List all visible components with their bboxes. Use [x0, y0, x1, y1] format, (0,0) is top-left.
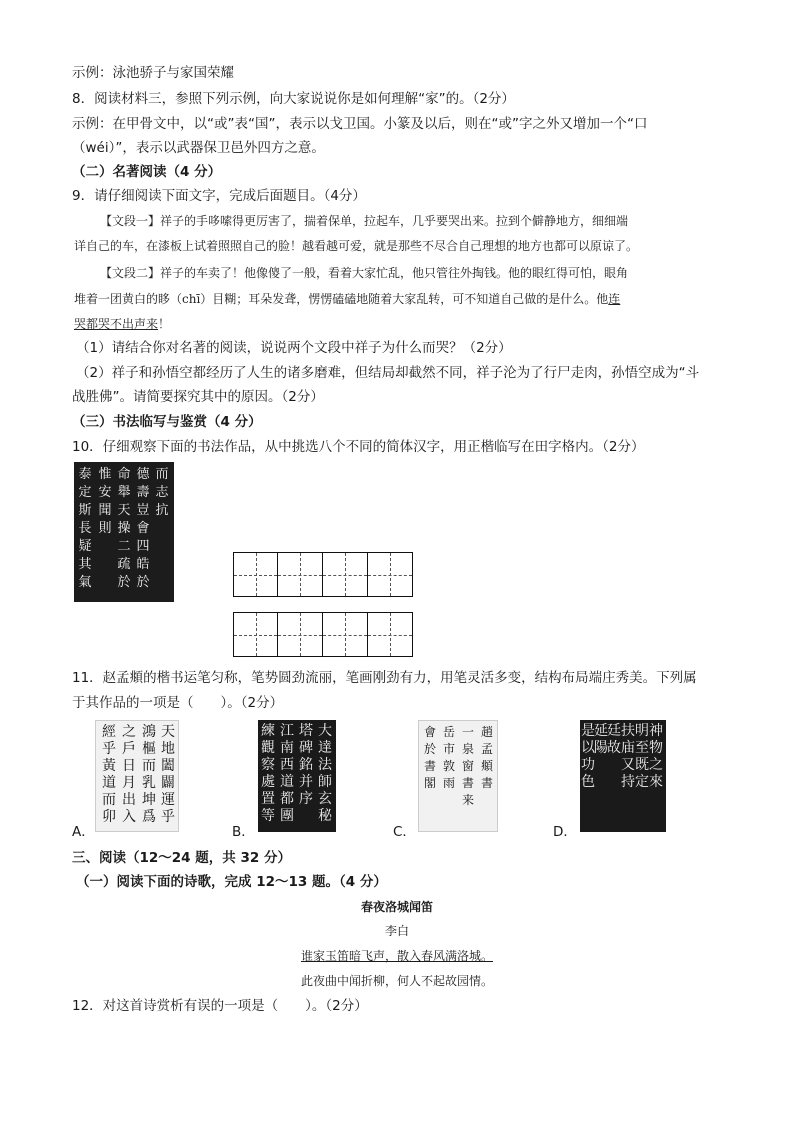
option-a-calligraphy[interactable]	[95, 720, 179, 832]
question-9-1: （1）请结合你对名著的阅读，说说两个文段中祥子为什么而哭？（2分）	[76, 340, 512, 356]
grid-cell[interactable]	[323, 612, 368, 657]
poem-line-1	[0, 947, 794, 964]
calligraphy-column: 命舉天操二疏於	[117, 467, 131, 590]
option-d-column: 明至既定	[635, 723, 649, 790]
writing-grid-row-2	[233, 612, 413, 657]
poetry-subheading: （一）阅读下面的诗歌，完成 12～13 题。（4 分）	[76, 874, 387, 890]
part-3-heading: 三、阅读（12～24 题，共 32 分）	[72, 850, 291, 866]
question-12: 12．对这首诗赏析有误的一项是（ ）。（2分）	[72, 998, 368, 1014]
q8-example-line2: （wéi）”，表示以武器保卫邑外四方之意。	[72, 140, 325, 156]
option-a-label: A．	[72, 824, 95, 840]
passage2-underline-start: 连	[608, 292, 621, 306]
passage2-line3	[74, 313, 170, 335]
option-c-calligraphy[interactable]	[418, 720, 498, 832]
question-9: 9．请仔细阅读下面文字，完成后面题目。（4分）	[72, 188, 366, 204]
option-b-label: B．	[232, 824, 255, 840]
option-c-column: 會於書閣	[423, 725, 436, 790]
grid-cell[interactable]	[368, 612, 413, 657]
calligraphy-artwork	[74, 462, 174, 602]
option-b-column: 江南西道都團	[280, 723, 294, 824]
poem-line-2: 此夜曲中闻折柳，何人不起故园情。	[300, 974, 493, 988]
grid-cell[interactable]	[278, 612, 323, 657]
option-b-column: 練觀察處置等	[261, 723, 275, 824]
option-a-column: 經乎黃道而卯	[102, 724, 116, 825]
question-10: 10．仔细观察下面的书法作品，从中挑选八个不同的简体汉字，用正楷临写在田字格内。（2分）	[72, 439, 645, 455]
writing-grid-row-1	[233, 552, 413, 597]
grid-cell[interactable]	[233, 552, 278, 597]
example-line: 示例：泳池骄子与家国荣耀	[72, 65, 234, 81]
option-b-column: 塔碑銘并序	[299, 723, 313, 807]
option-a-column: 天地闔闢運乎	[161, 724, 175, 825]
option-c-column: 一泉窗書来	[461, 725, 474, 807]
question-11-line1: 11．赵孟頫的楷书运笔匀称，笔势圆劲流丽，笔画刚劲有力，用笔灵活多变，结构布局端庄秀美。下列属	[72, 670, 697, 686]
option-d-column: 是以功色	[581, 723, 595, 790]
passage2-line1: 【文段二】祥子的车卖了！他像傻了一般，看着大家忙乱，他只管往外掏钱。他的眼红得可怕，眼角	[100, 266, 629, 280]
grid-cell[interactable]	[278, 552, 323, 597]
option-b-calligraphy[interactable]	[258, 720, 336, 832]
option-d-column: 扶庙又持	[621, 723, 635, 790]
question-11-line2: 于其作品的一项是（ ）。（2分）	[72, 695, 284, 711]
option-a-column: 之戶日月出入	[122, 724, 136, 825]
option-d-column: 神物之來	[649, 723, 663, 790]
question-9-2-line2: 战胜佛”。请简要探究其中的原因。（2分）	[72, 389, 324, 405]
option-c-column: 趙孟頫書	[480, 725, 493, 790]
option-c-column: 岳市敦雨	[442, 725, 455, 790]
poem-line-1-text: 谁家玉笛暗飞声，散入春风满洛城。	[300, 949, 493, 963]
option-a-column: 鴻樞而乳坤爲	[142, 724, 156, 825]
grid-cell[interactable]	[368, 552, 413, 597]
poem-author: 李白	[384, 924, 409, 938]
passage2-underlined-text: 哭都哭不出声来	[74, 317, 159, 331]
option-d-label: D．	[553, 824, 577, 840]
question-9-2-line1: （2）祥子和孙悟空都经历了人生的诸多磨难，但结局却截然不同，祥子沦为了行尸走肉，孙悟空成为“斗	[76, 365, 700, 381]
option-d-column: 廷故	[607, 723, 621, 756]
calligraphy-column: 泰定斯長疑其氣	[78, 467, 92, 590]
grid-cell[interactable]	[323, 552, 368, 597]
option-d-column: 延陽	[594, 723, 608, 756]
passage1-line2: 详自己的车，在漆板上试着照照自己的脸！越看越可爱，就是那些不尽合自己理想的地方也都可以原谅了。	[74, 239, 639, 253]
passage2-line2-text: 堆着一团黄白的眵（chī）目糊；耳朵发聋，愣愣磕磕地随着大家乱转，可不知道自己做的是什么。他	[74, 292, 609, 306]
calligraphy-column: 惟安聞則	[98, 467, 112, 536]
calligraphy-column: 而志抗	[155, 467, 169, 518]
q8-example-line1: 示例：在甲骨文中，以“或”表“国”，表示以戈卫国。小篆及以后，则在“或”字之外又增加一个“口	[72, 116, 648, 132]
option-b-column: 大達法師玄秘	[318, 723, 332, 824]
grid-cell[interactable]	[233, 612, 278, 657]
option-d-calligraphy[interactable]	[580, 720, 666, 832]
poem-title: 春夜洛城闻笛	[360, 900, 433, 914]
passage2-end: ！	[158, 317, 171, 331]
passage1-line1: 【文段一】祥子的手哆嗦得更厉害了，揣着保单，拉起车，几乎要哭出来。拉到个僻静地方，细细端	[100, 214, 629, 228]
question-8: 8．阅读材料三，参照下列示例，向大家说说你是如何理解“家”的。（2分）	[72, 91, 515, 107]
passage2-line2	[74, 288, 620, 310]
option-c-label: C．	[393, 824, 416, 840]
section-heading-calligraphy: （三）书法临写与鉴赏（4 分）	[72, 414, 262, 430]
section-heading-classics: （二）名著阅读（4 分）	[72, 164, 222, 180]
calligraphy-column: 德壽豈會四皓於	[136, 467, 150, 590]
